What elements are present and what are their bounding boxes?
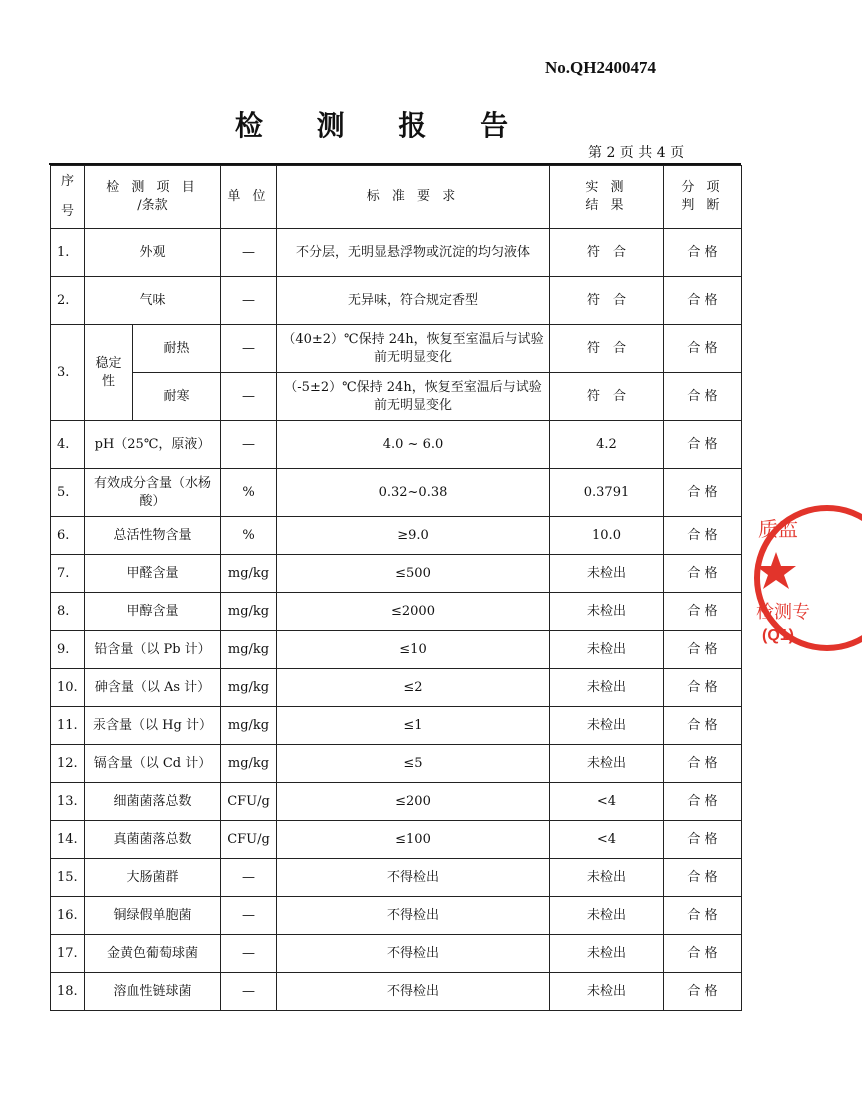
header-seq-bottom: 号 — [60, 204, 74, 219]
header-judgement — [664, 166, 742, 229]
header-standard: 标 准 要 求 — [277, 166, 550, 229]
row-group-line1: 稳定 — [95, 355, 122, 371]
row-unit: — — [221, 897, 277, 935]
row-item: 大肠菌群 — [85, 859, 221, 897]
row-unit: — — [221, 935, 277, 973]
row-number: 6. — [51, 517, 85, 555]
row-number: 8. — [51, 593, 85, 631]
row-item: 气味 — [85, 277, 221, 325]
row-judgement: 合 格 — [664, 973, 742, 1011]
row-number: 4. — [51, 421, 85, 469]
header-seq — [51, 166, 85, 229]
seal-code: (Q1) — [762, 627, 794, 644]
row-item: 真菌菌落总数 — [85, 821, 221, 859]
header-result — [550, 166, 664, 229]
row-result: 未检出 — [550, 859, 664, 897]
row-standard-line2: 前无明显变化 — [373, 349, 452, 365]
table-row — [51, 593, 742, 631]
row-item: 砷含量（以 As 计） — [85, 669, 221, 707]
row-unit: — — [221, 421, 277, 469]
row-result: 符 合 — [550, 277, 664, 325]
row-unit: CFU/g — [221, 821, 277, 859]
table-row — [51, 631, 742, 669]
row-item-line2: 酸） — [139, 493, 166, 509]
table-row — [51, 517, 742, 555]
row-item: 镉含量（以 Cd 计） — [85, 745, 221, 783]
row-item: 铅含量（以 Pb 计） — [85, 631, 221, 669]
table-header-row — [51, 166, 742, 229]
row-number: 12. — [51, 745, 85, 783]
row-standard: ≤100 — [277, 821, 550, 859]
row-standard: ≤2 — [277, 669, 550, 707]
row-standard — [277, 325, 550, 373]
row-result: 未检出 — [550, 973, 664, 1011]
row-number: 18. — [51, 973, 85, 1011]
row-subitem: 耐寒 — [133, 373, 221, 421]
row-item: 外观 — [85, 229, 221, 277]
row-judgement: 合 格 — [664, 373, 742, 421]
row-unit: — — [221, 277, 277, 325]
table-row — [51, 469, 742, 517]
row-number: 7. — [51, 555, 85, 593]
row-result: <4 — [550, 821, 664, 859]
row-unit: CFU/g — [221, 783, 277, 821]
row-number: 1. — [51, 229, 85, 277]
row-judgement: 合 格 — [664, 859, 742, 897]
row-number: 3. — [51, 325, 85, 421]
row-result: <4 — [550, 783, 664, 821]
row-number: 14. — [51, 821, 85, 859]
row-item: 甲醛含量 — [85, 555, 221, 593]
report-table — [50, 165, 742, 1011]
row-judgement: 合 格 — [664, 935, 742, 973]
row-standard-line1: （40±2）℃保持 24h，恢复至室温后与试验 — [282, 331, 544, 347]
table-row — [51, 555, 742, 593]
row-item: 甲醇含量 — [85, 593, 221, 631]
table-row — [51, 325, 742, 373]
page-title: 检 测 报 告 — [234, 109, 531, 142]
row-number: 16. — [51, 897, 85, 935]
row-judgement: 合 格 — [664, 229, 742, 277]
table-row — [51, 421, 742, 469]
table-row — [51, 229, 742, 277]
row-unit: mg/kg — [221, 669, 277, 707]
table-row — [51, 935, 742, 973]
header-judgement-line1: 分 项 — [681, 180, 724, 195]
table-row — [51, 669, 742, 707]
row-standard: 4.0 ~ 6.0 — [277, 421, 550, 469]
row-unit: mg/kg — [221, 745, 277, 783]
row-standard: 不得检出 — [277, 973, 550, 1011]
page-indicator: 第 2 页 共 4 页 — [588, 145, 685, 161]
row-result: 未检出 — [550, 593, 664, 631]
header-seq-top: 序 — [60, 174, 74, 189]
row-judgement: 合 格 — [664, 517, 742, 555]
row-result: 符 合 — [550, 373, 664, 421]
row-number: 9. — [51, 631, 85, 669]
row-result: 10.0 — [550, 517, 664, 555]
row-standard: ≤1 — [277, 707, 550, 745]
row-standard: ≤2000 — [277, 593, 550, 631]
row-unit: — — [221, 325, 277, 373]
row-standard-line2: 前无明显变化 — [373, 397, 452, 413]
row-number: 5. — [51, 469, 85, 517]
row-standard: 不得检出 — [277, 935, 550, 973]
row-number: 17. — [51, 935, 85, 973]
row-standard: 不得检出 — [277, 859, 550, 897]
row-number: 2. — [51, 277, 85, 325]
row-unit: — — [221, 859, 277, 897]
row-unit: % — [221, 469, 277, 517]
row-result: 符 合 — [550, 229, 664, 277]
row-result: 未检出 — [550, 745, 664, 783]
row-judgement: 合 格 — [664, 897, 742, 935]
row-judgement: 合 格 — [664, 277, 742, 325]
row-result: 未检出 — [550, 669, 664, 707]
row-unit: — — [221, 229, 277, 277]
row-judgement: 合 格 — [664, 745, 742, 783]
row-judgement: 合 格 — [664, 325, 742, 373]
row-group-line2: 性 — [101, 373, 115, 389]
inspection-seal — [752, 500, 862, 660]
row-unit: mg/kg — [221, 593, 277, 631]
row-result: 未检出 — [550, 555, 664, 593]
row-number: 15. — [51, 859, 85, 897]
row-unit: % — [221, 517, 277, 555]
row-unit: — — [221, 373, 277, 421]
row-standard — [277, 373, 550, 421]
table-row — [51, 373, 742, 421]
header-result-line1: 实 测 — [585, 180, 628, 195]
row-result: 未检出 — [550, 631, 664, 669]
row-item: 铜绿假单胞菌 — [85, 897, 221, 935]
seal-text-bottom: 检测专 — [756, 602, 810, 622]
row-item: pH（25℃，原液） — [85, 421, 221, 469]
row-unit: mg/kg — [221, 631, 277, 669]
row-result: 未检出 — [550, 707, 664, 745]
row-judgement: 合 格 — [664, 469, 742, 517]
row-standard: ≤200 — [277, 783, 550, 821]
table-row — [51, 821, 742, 859]
row-standard: ≥9.0 — [277, 517, 550, 555]
header-unit: 单 位 — [221, 166, 277, 229]
table-row — [51, 745, 742, 783]
header-result-line2: 结 果 — [585, 198, 628, 213]
header-item-line1: 检 测 项 目 — [106, 180, 199, 195]
row-standard: ≤10 — [277, 631, 550, 669]
row-item: 细菌菌落总数 — [85, 783, 221, 821]
row-item: 溶血性链球菌 — [85, 973, 221, 1011]
row-item: 汞含量（以 Hg 计） — [85, 707, 221, 745]
report-number: No.QH2400474 — [545, 58, 656, 77]
row-unit: — — [221, 973, 277, 1011]
table-row — [51, 277, 742, 325]
row-judgement: 合 格 — [664, 669, 742, 707]
seal-text-top: 质监 — [758, 519, 798, 541]
table-row — [51, 707, 742, 745]
row-number: 13. — [51, 783, 85, 821]
header-judgement-line2: 判 断 — [681, 198, 724, 213]
row-result: 未检出 — [550, 897, 664, 935]
row-judgement: 合 格 — [664, 631, 742, 669]
row-subitem: 耐热 — [133, 325, 221, 373]
row-judgement: 合 格 — [664, 555, 742, 593]
row-standard: 0.32~0.38 — [277, 469, 550, 517]
row-number: 10. — [51, 669, 85, 707]
row-standard: 不分层，无明显悬浮物或沉淀的均匀液体 — [277, 229, 550, 277]
row-item: 总活性物含量 — [85, 517, 221, 555]
table-row — [51, 859, 742, 897]
row-unit: mg/kg — [221, 555, 277, 593]
row-result: 符 合 — [550, 325, 664, 373]
header-item-line2: /条款 — [137, 198, 168, 213]
table-row — [51, 783, 742, 821]
row-item — [85, 469, 221, 517]
row-result: 未检出 — [550, 935, 664, 973]
row-standard: ≤5 — [277, 745, 550, 783]
row-standard: ≤500 — [277, 555, 550, 593]
row-item: 金黄色葡萄球菌 — [85, 935, 221, 973]
header-item — [85, 166, 221, 229]
row-standard-line1: （-5±2）℃保持 24h，恢复至室温后与试验 — [284, 379, 542, 395]
row-standard: 不得检出 — [277, 897, 550, 935]
row-item-line1: 有效成分含量（水杨 — [93, 475, 211, 491]
row-judgement: 合 格 — [664, 783, 742, 821]
row-result: 4.2 — [550, 421, 664, 469]
row-unit: mg/kg — [221, 707, 277, 745]
row-judgement: 合 格 — [664, 707, 742, 745]
row-standard: 无异味，符合规定香型 — [277, 277, 550, 325]
row-judgement: 合 格 — [664, 593, 742, 631]
row-number: 11. — [51, 707, 85, 745]
row-judgement: 合 格 — [664, 821, 742, 859]
table-row — [51, 897, 742, 935]
row-group-stability — [85, 325, 133, 421]
row-result: 0.3791 — [550, 469, 664, 517]
table-row — [51, 973, 742, 1011]
row-judgement: 合 格 — [664, 421, 742, 469]
